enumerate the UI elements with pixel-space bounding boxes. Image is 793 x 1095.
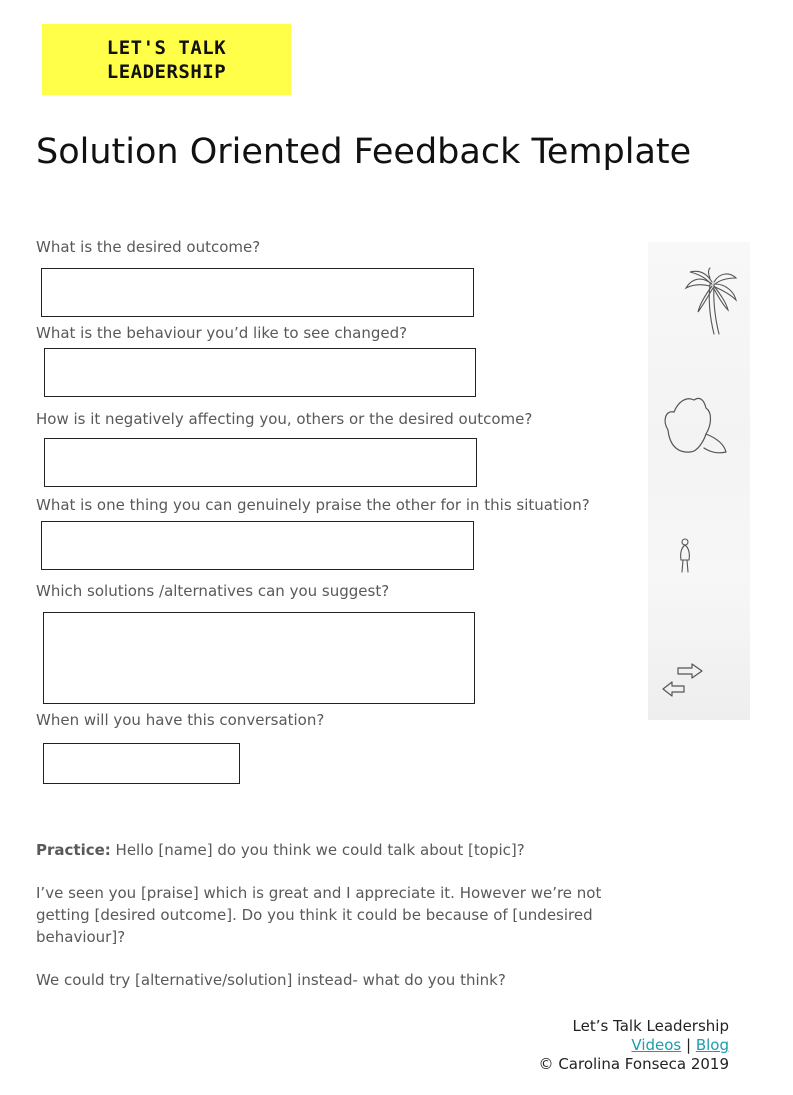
footer-links	[539, 1036, 729, 1055]
footer-brand: Let’s Talk Leadership	[572, 1017, 729, 1035]
behaviour-field[interactable]	[44, 348, 476, 397]
question-when: When will you have this conversation?	[36, 711, 325, 729]
footer-separator: |	[681, 1036, 696, 1054]
palm-tree-icon	[686, 268, 736, 334]
videos-link[interactable]: Videos	[631, 1036, 682, 1054]
question-behaviour: What is the behaviour you’d like to see changed?	[36, 324, 408, 342]
logo	[42, 24, 291, 95]
question-desired-outcome: What is the desired outcome?	[36, 238, 261, 256]
illustration-strip	[648, 242, 750, 720]
logo-line-2: LEADERSHIP	[106, 60, 227, 83]
negative-effect-field[interactable]	[44, 438, 477, 487]
exchange-arrows-icon	[663, 664, 702, 696]
page-title: Solution Oriented Feedback Template	[36, 132, 692, 172]
practice-line-1: Hello [name] do you think we could talk about [topic]?	[110, 841, 525, 859]
praise-field[interactable]	[41, 521, 474, 570]
desired-outcome-field[interactable]	[41, 268, 474, 317]
practice-label: Practice:	[36, 841, 111, 859]
blog-link[interactable]: Blog	[695, 1036, 729, 1054]
person-icon	[681, 539, 690, 572]
footer	[539, 1017, 729, 1074]
logo-line-1: LET'S TALK	[106, 36, 227, 59]
question-negative-effect: How is it negatively affecting you, others or the desired outcome?	[36, 410, 533, 428]
question-solutions: Which solutions /alternatives can you suggest?	[36, 582, 390, 600]
when-field[interactable]	[43, 743, 240, 784]
practice-line-3: We could try [alternative/solution] instead- what do you think?	[36, 971, 506, 989]
practice-line-2: I’ve seen you [praise] which is great and I appreciate it. However we’re not getting [desired outcome]. Do you think it could be because of [undesired behaviour]?	[36, 884, 602, 946]
cloud-rock-icon	[665, 398, 726, 452]
footer-copyright: © Carolina Fonseca 2019	[538, 1055, 729, 1073]
practice-opening	[36, 839, 636, 861]
question-praise: What is one thing you can genuinely praise the other for in this situation?	[36, 496, 590, 514]
solutions-field[interactable]	[43, 612, 475, 704]
